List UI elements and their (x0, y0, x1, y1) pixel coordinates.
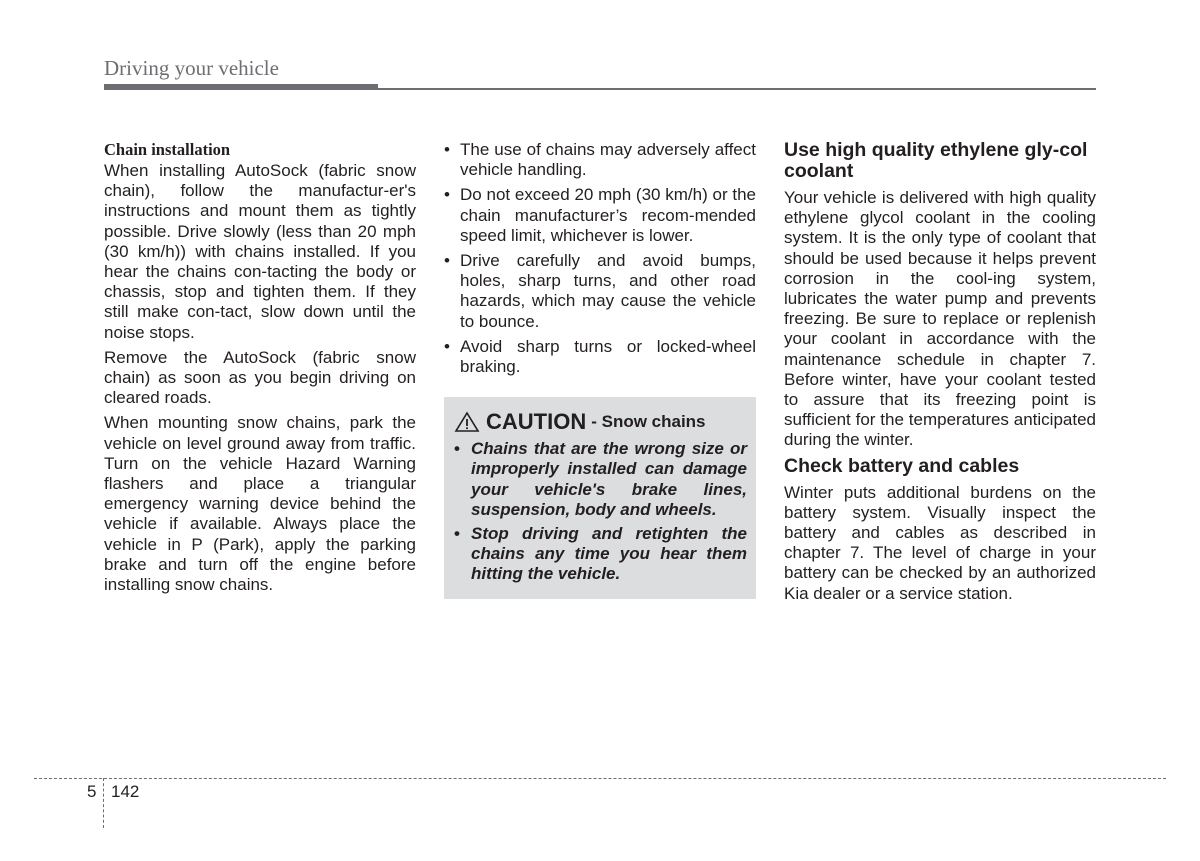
column-middle (444, 140, 756, 599)
column-right (784, 140, 1096, 609)
page-header-title: Driving your vehicle (104, 56, 279, 80)
caution-list (454, 439, 747, 584)
bullet-icon: • (444, 185, 450, 205)
caution-item: • Chains that are the wrong size or improperly installed can damage your vehicle's brake lines, suspension, body and wheels. (454, 439, 747, 519)
bullet-icon: • (444, 251, 450, 271)
header-rule-thick (104, 84, 378, 90)
paragraph: Remove the AutoSock (fabric snow chain) as soon as you begin driving on cleared roads. (104, 347, 416, 408)
header-rule-thin (378, 88, 1096, 90)
bullet-icon: • (454, 439, 460, 459)
bullet-list (444, 140, 756, 377)
battery-paragraph: Winter puts additional burdens on the battery system. Visually inspect the battery and cables as described in chapter 7. The level of charge in your battery can be checked by an authorized Kia dealer or a service station. (784, 482, 1096, 603)
coolant-heading: Use high quality ethylene gly-col coolant (784, 139, 1088, 182)
coolant-paragraph: Your vehicle is delivered with high quality ethylene glycol coolant in the cooling system. It is the only type of coolant that should be used because it helps prevent corrosion in the cool-ing system, lubricates the water pump and prevents freezing. Be sure to replace or replenish your coolant in accordance with the maintenance schedule in chapter 7. Before winter, have your coolant tested to assure that its freezing point is sufficient for the temperatures anticipated during the winter. (784, 188, 1096, 450)
paragraph: When mounting snow chains, park the vehicle on level ground away from traffic. Turn on the vehicle Hazard Warning flashers and place a triangular emergency warning device behind the vehicle if available. Always place the vehicle in P (Park), apply the parking brake and turn off the engine before installing snow chains. (104, 413, 416, 595)
caution-box (444, 397, 756, 598)
bullet-icon: • (444, 336, 450, 356)
caution-word: CAUTION (486, 409, 587, 435)
caution-title (454, 409, 747, 435)
bullet-item: • Avoid sharp turns or locked-wheel braking. (444, 336, 756, 377)
bullet-icon: • (454, 524, 460, 544)
bullet-item: • The use of chains may adversely affect vehicle handling. (444, 140, 756, 180)
warning-triangle-icon (454, 411, 480, 433)
footer-divider (34, 778, 1166, 779)
column-left (104, 140, 416, 600)
footer-vertical-divider (103, 778, 104, 828)
page-number: 142 (111, 782, 140, 801)
caution-item: • Stop driving and retighten the chains any time you hear them hitting the vehicle. (454, 524, 747, 584)
battery-heading: Check battery and cables (784, 454, 1020, 477)
paragraph: When installing AutoSock (fabric snow chain), follow the manufactur-er's instructions and mount them as tightly possible. Drive slowly (less than 20 mph (30 km/h)) with chains installed. If you hear the chains con-tacting the body or chassis, stop and tighten them. If they still make con-tact, slow down until the noise stops. (104, 161, 416, 342)
chapter-number: 5 (87, 782, 97, 801)
bullet-item: • Do not exceed 20 mph (30 km/h) or the chain manufacturer’s recom-mended speed limit, whichever is lower. (444, 185, 756, 245)
chain-installation-heading: Chain installation (104, 140, 231, 159)
bullet-item: • Drive carefully and avoid bumps, holes, sharp turns, and other road hazards, which may cause the vehicle to bounce. (444, 251, 756, 331)
caution-subtitle: - Snow chains (591, 412, 706, 432)
bullet-icon: • (444, 140, 450, 159)
